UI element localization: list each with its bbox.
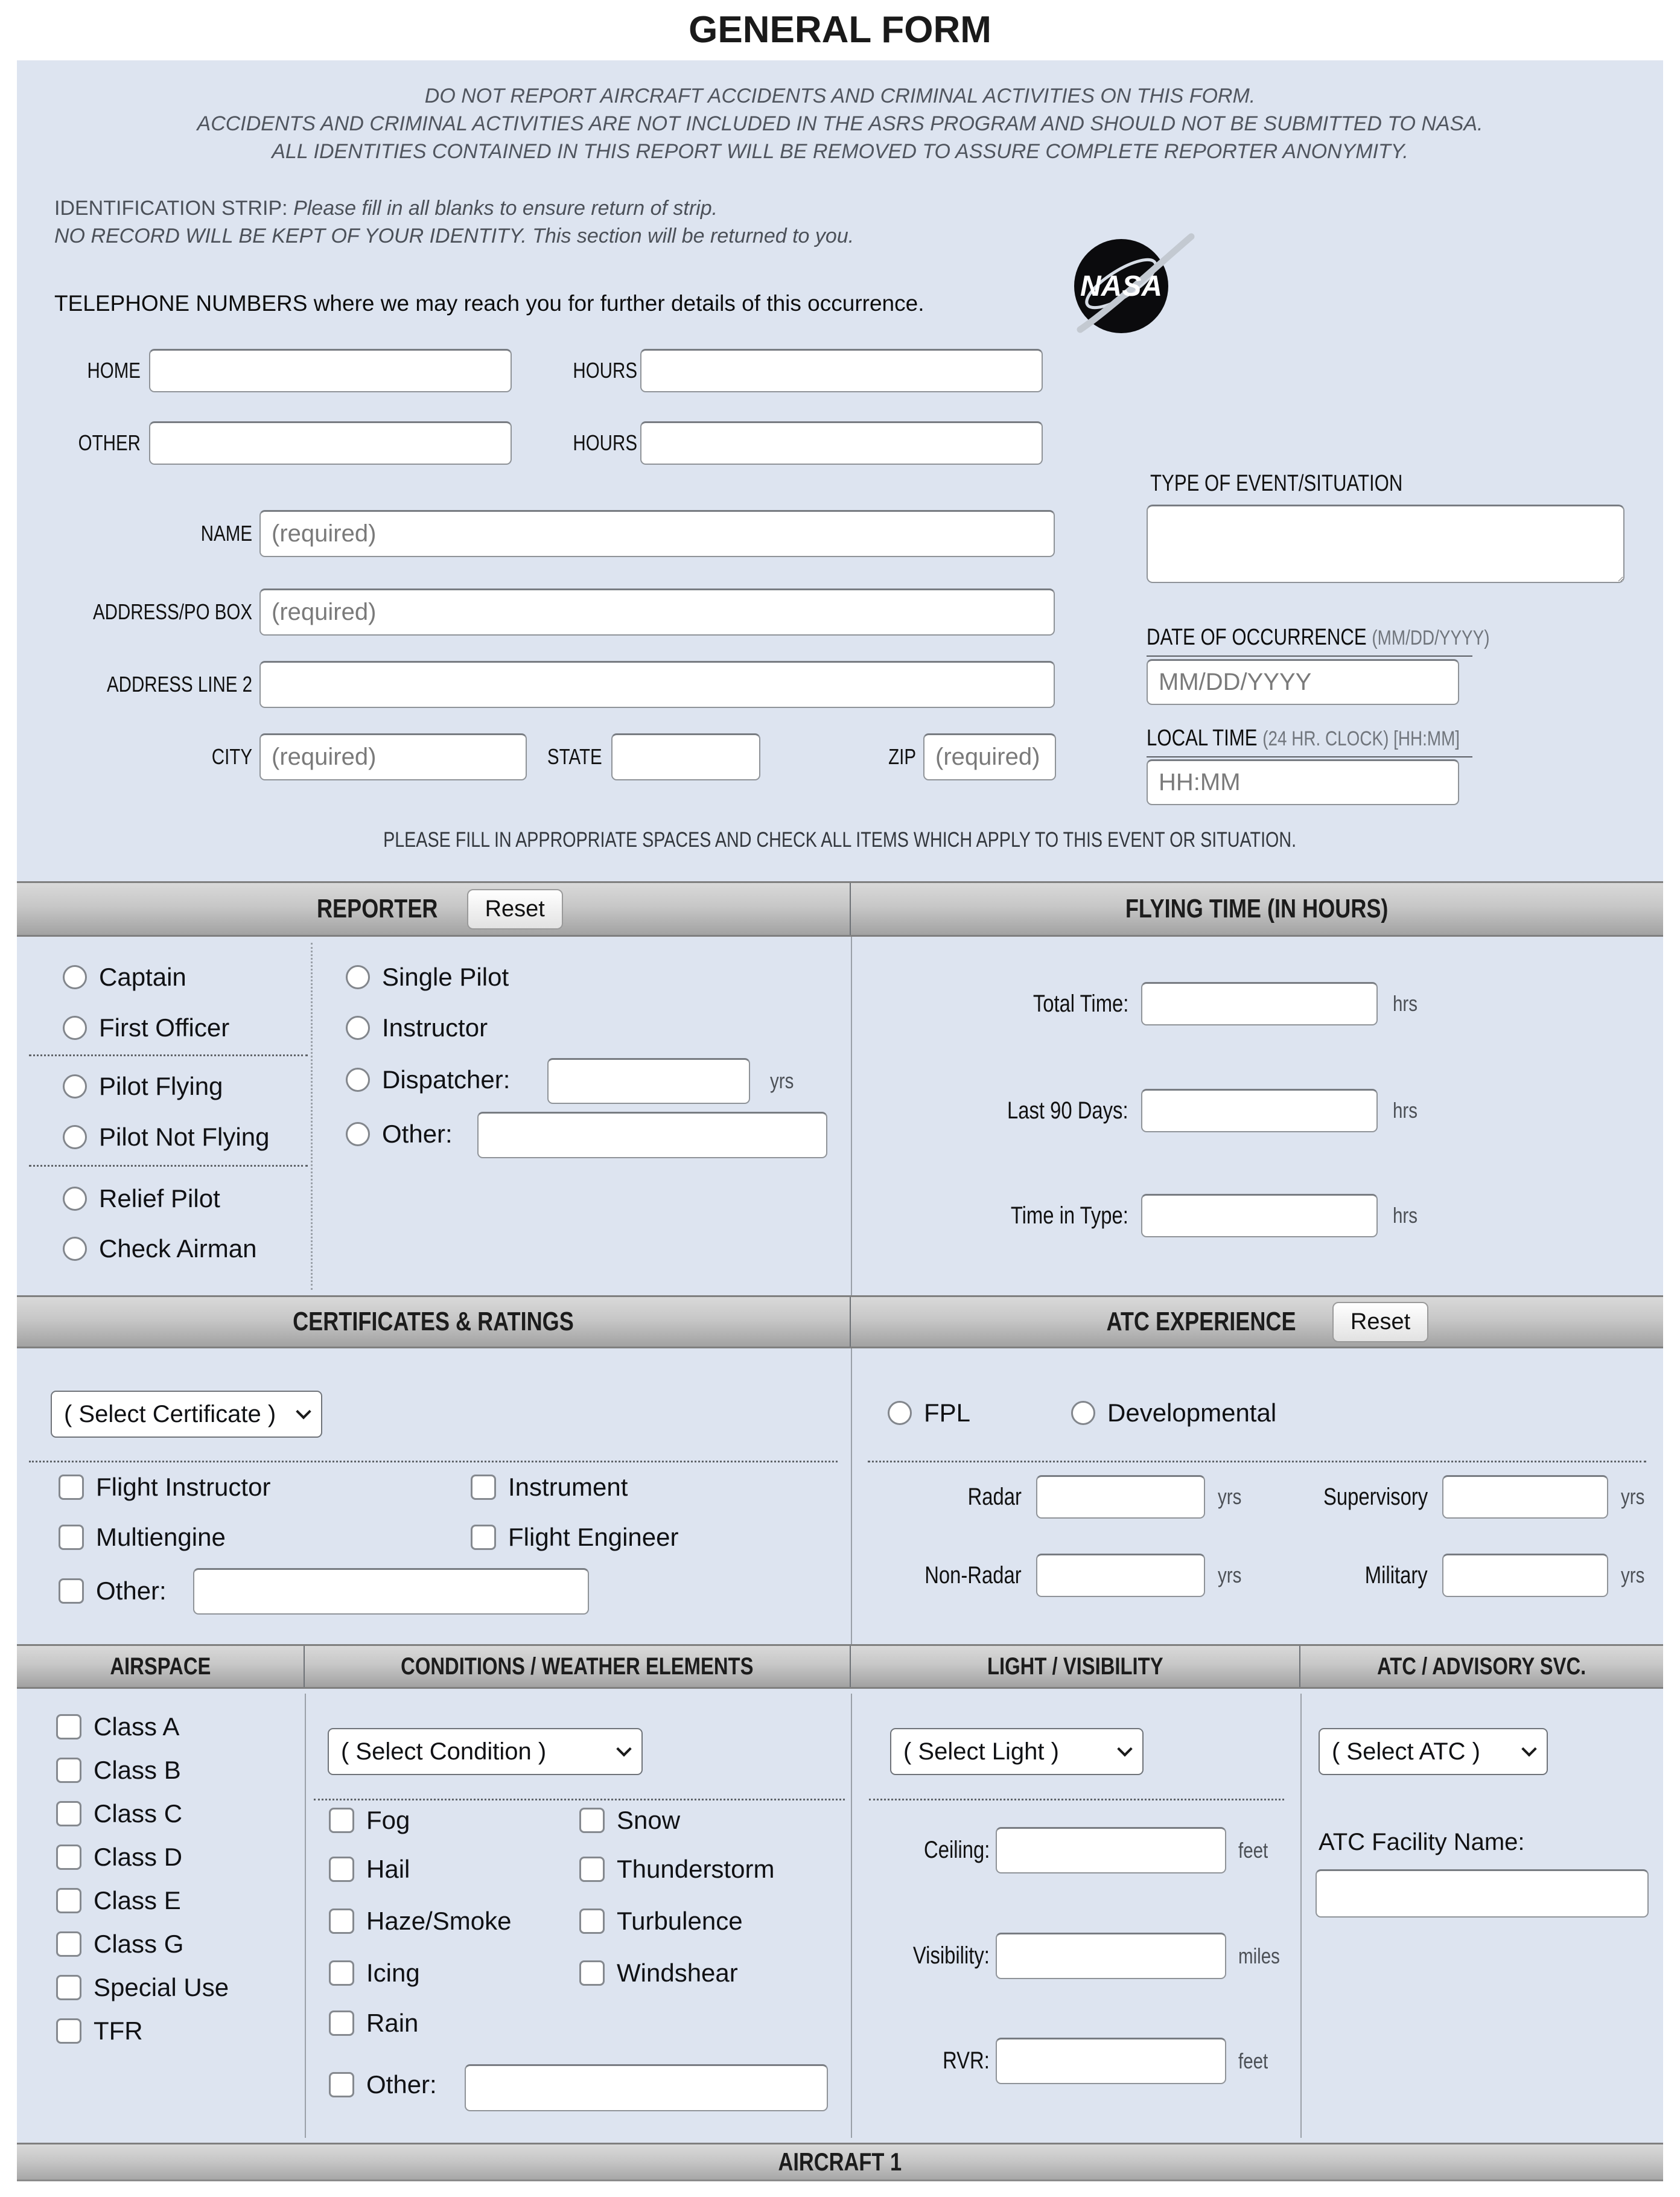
option-label: First Officer	[99, 1013, 230, 1042]
windshear-checkbox[interactable]	[579, 1960, 605, 1986]
reporter-option-row	[63, 1010, 229, 1046]
total-time-label: Total Time:	[1032, 990, 1128, 1017]
other-label: Other:	[96, 1577, 167, 1605]
other-label: Other:	[382, 1120, 453, 1148]
aircraft1-header: AIRCRAFT 1	[778, 2148, 902, 2176]
condition-option-row	[329, 1802, 410, 1838]
reporter-other-radio[interactable]	[346, 1122, 370, 1146]
dispatcher-radio[interactable]	[346, 1068, 370, 1092]
radar-label: Radar	[967, 1483, 1022, 1510]
relief-pilot-radio[interactable]	[63, 1187, 87, 1211]
nonradar-label: Non-Radar	[924, 1561, 1022, 1589]
option-label: Flight Instructor	[96, 1473, 271, 1501]
reporter-option-row	[346, 1116, 453, 1152]
option-label: TFR	[94, 2017, 143, 2045]
reporter-option-row	[63, 1181, 220, 1217]
last90-unit: hrs	[1393, 1098, 1418, 1123]
light-select[interactable]	[890, 1728, 1144, 1775]
reporter-option-row	[346, 959, 509, 995]
ceiling-unit: feet	[1238, 1837, 1268, 1863]
special-use-checkbox[interactable]	[56, 1975, 81, 2000]
option-label: Rain	[366, 2009, 419, 2037]
address-label: ADDRESS/PO BOX	[92, 599, 252, 624]
hail-checkbox[interactable]	[329, 1857, 354, 1882]
condition-option-row	[579, 1955, 738, 1991]
option-label: Multiengine	[96, 1523, 226, 1551]
divider	[869, 1799, 1284, 1800]
military-label: Military	[1365, 1561, 1428, 1589]
other-label: Other:	[366, 2070, 437, 2099]
airspace-option-row	[56, 1926, 183, 1962]
flight-engineer-checkbox[interactable]	[471, 1525, 496, 1550]
option-label: Single Pilot	[382, 963, 509, 991]
city-label: CITY	[211, 744, 252, 769]
option-label: Fog	[366, 1806, 410, 1834]
last90-input[interactable]	[1141, 1089, 1378, 1132]
option-label: Snow	[617, 1806, 681, 1834]
city-input[interactable]	[259, 733, 527, 780]
identification-strip-text	[54, 194, 854, 250]
divider	[305, 1694, 306, 2138]
certificates-header-cell	[17, 1297, 851, 1347]
condition-option-row	[579, 1851, 774, 1887]
class-e-checkbox[interactable]	[56, 1888, 81, 1913]
certificate-select-value: ( Select Certificate )	[64, 1400, 276, 1427]
time-input[interactable]	[1147, 759, 1459, 805]
airspace-option-row	[56, 1883, 181, 1919]
airspace-option-row	[56, 1839, 182, 1875]
certificate-option-row	[59, 1519, 226, 1555]
date-of-occurrence-label: DATE OF OCCURRENCE (MM/DD/YYYY)	[1147, 625, 1472, 657]
ceiling-input[interactable]	[996, 1827, 1226, 1873]
pilot-not-flying-radio[interactable]	[63, 1125, 87, 1149]
flying-time-header: FLYING TIME (IN HOURS)	[1125, 894, 1389, 923]
option-label: Turbulence	[617, 1907, 743, 1935]
atc-option-row	[888, 1395, 970, 1431]
nonradar-unit: yrs	[1218, 1563, 1242, 1587]
certificate-option-row	[471, 1469, 628, 1505]
telephone-heading: TELEPHONE NUMBERS where we may reach you for further details of this occurrence.	[54, 291, 924, 316]
certificates-other-input[interactable]	[193, 1568, 589, 1615]
instrument-checkbox[interactable]	[471, 1475, 496, 1500]
zip-label: ZIP	[888, 744, 916, 769]
option-label: Instrument	[508, 1473, 628, 1501]
chevron-down-icon	[616, 1741, 631, 1756]
id-record-caps: NO RECORD WILL BE KEPT OF YOUR IDENTITY.	[54, 225, 527, 247]
reporter-option-row	[63, 1068, 223, 1105]
other-hours-input[interactable]	[640, 421, 1043, 465]
chevron-down-icon	[1117, 1741, 1132, 1756]
airspace-option-row	[56, 1796, 182, 1832]
reporter-option-row	[63, 1119, 269, 1155]
divider	[29, 1461, 838, 1462]
airspace-option-row	[56, 1709, 179, 1745]
time-in-type-label: Time in Type:	[1010, 1202, 1128, 1229]
pilot-flying-radio[interactable]	[63, 1074, 87, 1098]
nonradar-years-input[interactable]	[1036, 1554, 1205, 1597]
warning-line: DO NOT REPORT AIRCRAFT ACCIDENTS AND CRIMINAL ACTIVITIES ON THIS FORM.	[424, 84, 1256, 107]
time-in-type-unit: hrs	[1393, 1203, 1418, 1228]
option-label: Check Airman	[99, 1234, 257, 1263]
atc-reset-button[interactable]: Reset	[1332, 1302, 1428, 1342]
total-time-input[interactable]	[1141, 982, 1378, 1025]
flight-instructor-checkbox[interactable]	[59, 1475, 84, 1500]
divider	[868, 1461, 1646, 1462]
option-label: Pilot Flying	[99, 1072, 223, 1100]
id-strip-label: IDENTIFICATION STRIP:	[54, 197, 288, 220]
snow-checkbox[interactable]	[579, 1808, 605, 1833]
conditions-other-input[interactable]	[465, 2064, 828, 2111]
option-label: Relief Pilot	[99, 1184, 220, 1213]
divider	[311, 943, 313, 1290]
other-hours-label: HOURS	[573, 430, 637, 455]
environment-header-bar	[17, 1644, 1663, 1689]
option-label: Instructor	[382, 1013, 488, 1042]
other-phone-input[interactable]	[149, 421, 512, 465]
option-label: FPL	[924, 1398, 971, 1427]
atc-option-row	[1071, 1395, 1276, 1431]
condition-option-row	[579, 1903, 743, 1939]
home-label: HOME	[87, 358, 141, 383]
class-a-checkbox[interactable]	[56, 1714, 81, 1739]
instruction-text: PLEASE FILL IN APPROPRIATE SPACES AND CHECK ALL ITEMS WHICH APPLY TO THIS EVENT OR SITUATION.	[383, 828, 1297, 852]
home-phone-input[interactable]	[149, 349, 512, 392]
radar-unit: yrs	[1218, 1484, 1242, 1509]
atc-select[interactable]	[1319, 1728, 1548, 1775]
option-label: Class G	[94, 1930, 184, 1958]
certificate-option-row	[471, 1519, 679, 1555]
reporter-option-row	[63, 1231, 256, 1267]
time-in-type-input[interactable]	[1141, 1194, 1378, 1237]
option-label: Captain	[99, 963, 186, 991]
page-title: GENERAL FORM	[689, 9, 991, 51]
certificates-other-checkbox[interactable]	[59, 1578, 84, 1604]
name-input[interactable]	[259, 510, 1055, 557]
fog-checkbox[interactable]	[329, 1808, 354, 1833]
condition-option-row	[329, 2067, 437, 2103]
reporter-flying-header-bar	[17, 881, 1663, 937]
airspace-option-row	[56, 2013, 143, 2049]
option-label: Class D	[94, 1843, 183, 1871]
rvr-unit: feet	[1238, 2048, 1268, 2073]
chevron-down-icon	[1521, 1741, 1536, 1756]
single-pilot-radio[interactable]	[346, 965, 370, 989]
option-label: Class A	[94, 1712, 180, 1741]
certificates-header: CERTIFICATES & RATINGS	[293, 1307, 574, 1336]
reporter-reset-button[interactable]: Reset	[467, 889, 563, 930]
nasa-logo	[1067, 228, 1200, 355]
date-input[interactable]	[1147, 659, 1459, 705]
icing-checkbox[interactable]	[329, 1960, 354, 1986]
military-unit: yrs	[1621, 1563, 1645, 1587]
last90-label: Last 90 Days:	[1007, 1097, 1128, 1124]
divider	[314, 1799, 845, 1800]
other-label: OTHER	[78, 430, 141, 455]
home-hours-label: HOURS	[573, 358, 637, 383]
ceiling-label: Ceiling:	[923, 1837, 990, 1863]
reporter-other-input[interactable]	[477, 1112, 827, 1158]
supervisory-years-input[interactable]	[1442, 1475, 1608, 1519]
visibility-input[interactable]	[996, 1933, 1226, 1979]
id-strip-note: Please fill in all blanks to ensure return of strip.	[293, 197, 718, 220]
state-label: STATE	[547, 744, 602, 769]
certificate-select[interactable]	[51, 1391, 322, 1438]
atc-facility-input[interactable]	[1316, 1869, 1649, 1918]
warning-line: ALL IDENTITIES CONTAINED IN THIS REPORT WILL BE REMOVED TO ASSURE COMPLETE REPORTER ANONYMITY.	[272, 140, 1408, 163]
reporter-option-row	[346, 1010, 488, 1046]
nasa-logo-text: NASA	[1080, 270, 1163, 302]
check-airman-radio[interactable]	[63, 1237, 87, 1261]
radar-years-input[interactable]	[1036, 1475, 1205, 1519]
option-label: Special Use	[94, 1973, 229, 2001]
atc-experience-header-cell	[851, 1297, 1663, 1347]
reporter-header: REPORTER	[317, 894, 438, 923]
condition-option-row	[329, 1955, 420, 1991]
condition-option-row	[329, 2005, 418, 2041]
dispatcher-label: Dispatcher:	[382, 1065, 511, 1094]
address2-label: ADDRESS LINE 2	[106, 672, 252, 697]
address2-input[interactable]	[259, 661, 1055, 708]
flying-time-header-cell	[851, 883, 1663, 935]
supervisory-label: Supervisory	[1323, 1483, 1428, 1510]
class-g-checkbox[interactable]	[56, 1931, 81, 1957]
supervisory-unit: yrs	[1621, 1484, 1645, 1509]
option-label: Hail	[366, 1855, 410, 1883]
reporter-header-cell	[17, 883, 851, 935]
visibility-unit: miles	[1238, 1943, 1280, 1968]
certificate-option-row	[59, 1573, 167, 1609]
reporter-option-row	[63, 959, 186, 995]
option-label: Thunderstorm	[617, 1855, 775, 1883]
atc-select-value: ( Select ATC )	[1332, 1738, 1480, 1765]
option-label: Haze/Smoke	[366, 1907, 512, 1935]
local-time-label: LOCAL TIME (24 HR. CLOCK) [HH:MM]	[1147, 725, 1472, 757]
light-select-value: ( Select Light )	[903, 1738, 1059, 1765]
class-b-checkbox[interactable]	[56, 1758, 81, 1783]
dispatcher-years-input[interactable]	[547, 1058, 750, 1104]
atc-advisory-header-cell: ATC / ADVISORY SVC.	[1377, 1653, 1586, 1680]
divider	[1300, 1694, 1302, 2138]
state-input[interactable]	[611, 733, 760, 780]
certificate-option-row	[59, 1469, 270, 1505]
multiengine-checkbox[interactable]	[59, 1525, 84, 1550]
airspace-option-row	[56, 1969, 229, 2006]
condition-select[interactable]	[328, 1728, 643, 1775]
first-officer-radio[interactable]	[63, 1016, 87, 1040]
event-type-label: TYPE OF EVENT/SITUATION	[1150, 471, 1403, 496]
cert-atc-header-bar	[17, 1295, 1663, 1348]
class-c-checkbox[interactable]	[56, 1801, 81, 1826]
option-label: Flight Engineer	[508, 1523, 679, 1551]
warning-line: ACCIDENTS AND CRIMINAL ACTIVITIES ARE NOT INCLUDED IN THE ASRS PROGRAM AND SHOULD NOT BE SUBMITTED TO NASA.	[197, 112, 1483, 135]
light-header-cell: LIGHT / VISIBILITY	[851, 1646, 1300, 1687]
dispatcher-unit: yrs	[770, 1068, 794, 1093]
total-time-unit: hrs	[1393, 991, 1418, 1016]
chevron-down-icon	[296, 1404, 311, 1419]
instructor-radio[interactable]	[346, 1016, 370, 1040]
captain-radio[interactable]	[63, 965, 87, 989]
option-label: Pilot Not Flying	[99, 1123, 270, 1151]
tfr-checkbox[interactable]	[56, 2018, 81, 2044]
option-label: Class C	[94, 1799, 183, 1828]
atc-facility-label: ATC Facility Name:	[1319, 1829, 1525, 1855]
option-label: Windshear	[617, 1959, 738, 1987]
divider	[851, 937, 852, 1295]
military-years-input[interactable]	[1442, 1554, 1608, 1597]
airspace-header-cell: AIRSPACE	[17, 1646, 305, 1687]
name-label: NAME	[200, 521, 252, 546]
divider	[29, 1165, 308, 1167]
conditions-header-cell: CONDITIONS / WEATHER ELEMENTS	[305, 1646, 851, 1687]
rvr-label: RVR:	[943, 2047, 990, 2074]
option-label: Icing	[366, 1959, 420, 1987]
turbulence-checkbox[interactable]	[579, 1908, 605, 1934]
condition-select-value: ( Select Condition )	[341, 1738, 547, 1765]
event-type-textarea[interactable]	[1147, 505, 1624, 583]
form-panel	[17, 60, 1663, 2181]
id-record-rest: This section will be returned to you.	[532, 225, 854, 247]
condition-option-row	[329, 1851, 410, 1887]
condition-option-row	[579, 1802, 680, 1838]
atc-experience-header: ATC EXPERIENCE	[1106, 1307, 1296, 1336]
option-label: Developmental	[1107, 1398, 1277, 1427]
fpl-radio[interactable]	[888, 1401, 912, 1425]
option-label: Class E	[94, 1886, 181, 1915]
developmental-radio[interactable]	[1071, 1401, 1095, 1425]
haze-smoke-checkbox[interactable]	[329, 1908, 354, 1934]
home-hours-input[interactable]	[640, 349, 1043, 392]
airspace-option-row	[56, 1752, 181, 1788]
class-d-checkbox[interactable]	[56, 1845, 81, 1870]
condition-option-row	[329, 1903, 511, 1939]
reporter-option-row	[346, 1062, 510, 1098]
address-input[interactable]	[259, 588, 1055, 636]
thunderstorm-checkbox[interactable]	[579, 1857, 605, 1882]
conditions-other-checkbox[interactable]	[329, 2072, 354, 2097]
aircraft1-header-bar	[17, 2143, 1663, 2181]
visibility-label: Visibility:	[913, 1942, 990, 1969]
rvr-input[interactable]	[996, 2038, 1226, 2084]
zip-input[interactable]	[923, 733, 1056, 780]
option-label: Class B	[94, 1756, 181, 1784]
warning-text	[17, 82, 1663, 165]
divider	[29, 1054, 308, 1056]
rain-checkbox[interactable]	[329, 2010, 354, 2036]
